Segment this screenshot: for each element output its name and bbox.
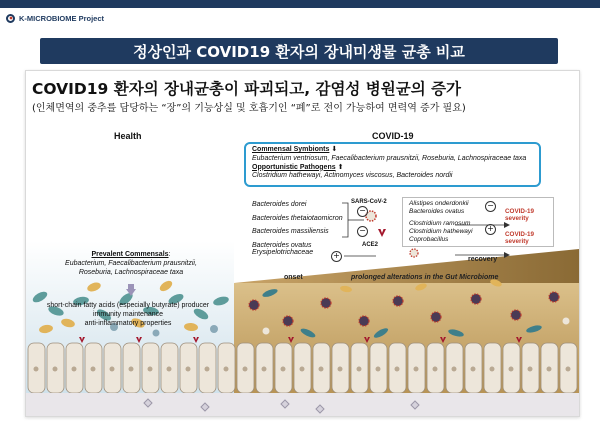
severity-pos-result: COVID-19 severity <box>505 231 535 245</box>
prevalent-list-2: Roseburia, Lachnospiraceae taxa <box>78 268 184 276</box>
minus-icon: − <box>357 226 368 237</box>
figure-panel <box>25 70 580 417</box>
arrow-down-icon: ⬇ <box>331 146 338 153</box>
prolonged-label: prolonged alterations in the Gut Microbiome <box>351 274 499 281</box>
symbionts-heading: Commensal Symbionts <box>252 146 330 153</box>
down-arrow-icon <box>126 289 136 296</box>
logo-icon <box>6 14 15 23</box>
prevalent-commensals: Prevalent Commensals: Eubacterium, Faecalibacterium prausnitzii, Roseburia, Lachnospiraceae taxa <box>36 251 226 277</box>
figure-main-title: COVID19 환자의 장내균총이 파괴되고, 감염성 병원균의 증가 <box>32 80 462 98</box>
plus-icon: + <box>485 224 496 235</box>
severity-pos-3: Coprobacillus <box>409 236 449 243</box>
severity-neg-1: Alistipes onderdonkii <box>409 200 469 207</box>
covid-label: COVID-19 <box>372 131 414 141</box>
arrow-up-icon: ⬆ <box>337 163 344 171</box>
figure-sub-title: (인체면역의 중추를 담당하는 “장”의 기능상실 및 호흡기인 “폐”로 전이 가능하여 면력역 증가 필요) <box>32 103 466 114</box>
page-title: 정상인과 COVID19 환자의 장내미생물 균총 비교 <box>40 38 558 64</box>
bacteroides-item: Bacteroides dorei <box>252 201 307 208</box>
severity-pos-1: Clostridium ramosum <box>409 220 471 227</box>
health-effects <box>28 301 228 328</box>
prevalent-list-1: Eubacterium, Faecalibacterium prausnitzii, <box>65 259 197 267</box>
minus-icon: − <box>485 201 496 212</box>
onset-label: onset <box>284 274 303 281</box>
effect-3: anti-inflammatory properties <box>84 320 172 328</box>
commensal-box <box>244 142 541 187</box>
erysipelotrichaceae-label: Erysipelotrichaceae <box>252 249 314 256</box>
severity-pos-2: Clostridium hathewayi <box>409 228 473 235</box>
pathogens-list: Clostridium hathewayi, Actinomyces viscosus, Bacteroides nordii <box>252 172 453 180</box>
plus-icon: + <box>331 251 342 262</box>
recovery-label: recovery <box>468 256 498 263</box>
logo <box>6 11 104 25</box>
bacteroides-item: Bacteroides massiliensis <box>252 228 329 236</box>
severity-box <box>402 197 554 247</box>
effect-2: immunity maintenance <box>92 311 164 319</box>
effect-1: short-chain fatty acids (especially butyrate) producer <box>46 302 210 309</box>
severity-neg-2: Bacteroides ovatus <box>409 208 465 215</box>
symbionts-list: Eubacterium ventriosum, Faecalibacterium prausnitzii, Roseburia, Lachnospiraceae taxa <box>252 154 527 162</box>
ace2-label: ACE2 <box>362 242 379 248</box>
health-label: Health <box>114 131 142 141</box>
bacteroides-item: Bacteroides ovatus <box>252 241 312 249</box>
minus-icon: − <box>357 206 368 217</box>
bacteroides-list <box>252 198 343 253</box>
logo-text: K-MICROBIOME Project <box>19 13 105 23</box>
prevalent-heading: Prevalent Commensals <box>91 251 169 258</box>
sars-label: SARS-CoV-2 <box>351 199 387 205</box>
bacteroides-item: Bacteroides thetaiotaomicron <box>252 214 343 222</box>
top-bar <box>0 0 600 8</box>
pathogens-heading: Opportunistic Pathogens <box>252 163 336 171</box>
severity-neg-result: COVID-19 severity <box>505 208 535 222</box>
